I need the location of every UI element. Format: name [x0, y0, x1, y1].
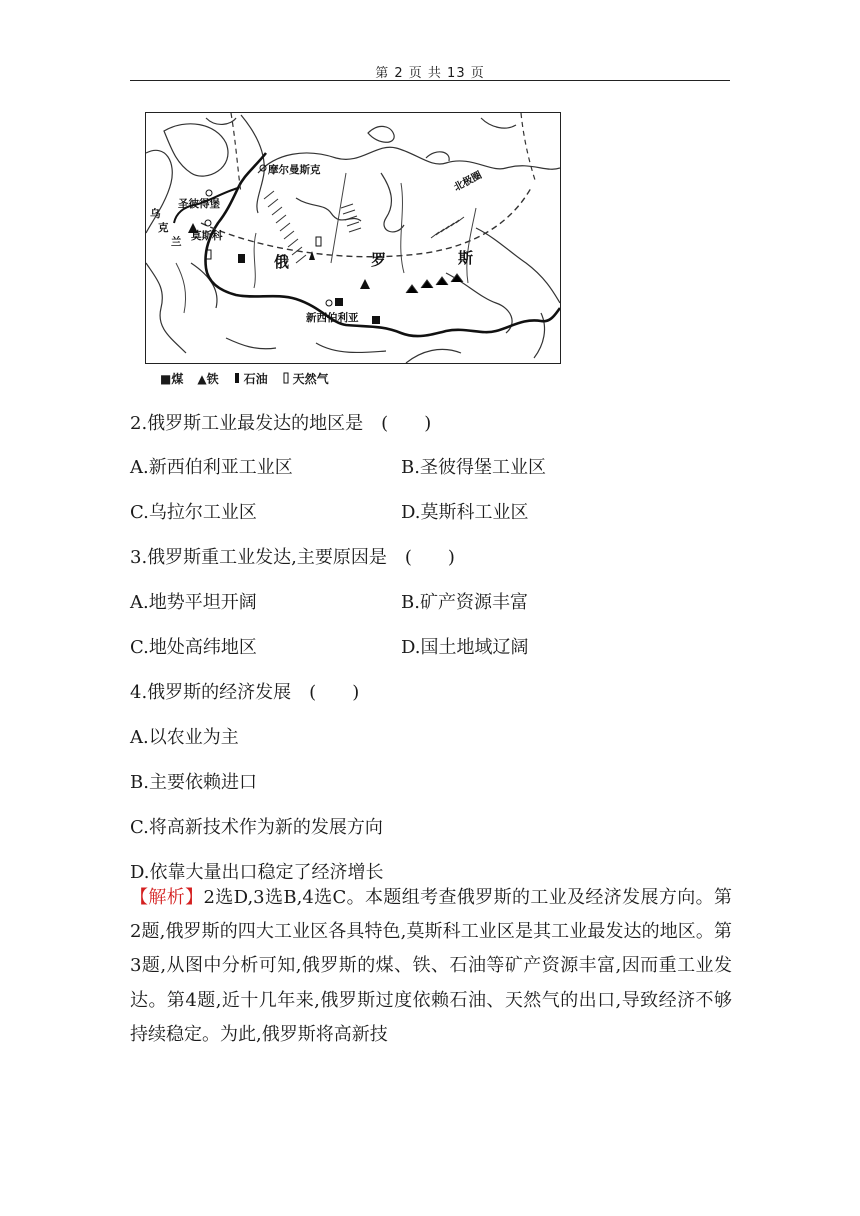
- label-ukraine-1: 乌: [150, 208, 161, 220]
- question-2-option-d: D.莫斯科工业区: [401, 502, 529, 523]
- label-ukraine-3: 兰: [171, 236, 182, 248]
- question-3-option-a: A.地势平坦开阔: [130, 592, 257, 613]
- gas-well-icon: [282, 372, 290, 384]
- question-2-option-b: B.圣彼得堡工业区: [401, 457, 546, 478]
- legend-oil: 石油: [233, 370, 268, 387]
- label-moscow: 莫斯科: [191, 230, 223, 242]
- oil-derrick-icon: [233, 372, 241, 384]
- question-3-option-b: B.矿产资源丰富: [401, 592, 528, 613]
- label-russia-3: 斯: [458, 249, 474, 267]
- label-murmansk: 摩尔曼斯克: [268, 164, 321, 176]
- label-novosibirsk: 新西伯利亚: [306, 312, 359, 324]
- question-4-option-b: B.主要依赖进口: [130, 772, 257, 793]
- header-divider: [130, 80, 730, 81]
- page-indicator: 第 2 页 共 13 页: [375, 66, 485, 81]
- label-russia-1: 俄: [274, 253, 290, 271]
- russia-resource-map: [145, 112, 561, 364]
- question-2-option-a: A.新西伯利亚工业区: [130, 457, 293, 478]
- label-russia-2: 罗: [371, 251, 387, 269]
- question-2-stem: 2.俄罗斯工业最发达的地区是 ( ): [130, 413, 432, 434]
- legend-iron: ▲铁: [197, 371, 219, 386]
- question-3-stem: 3.俄罗斯重工业发达,主要原因是 ( ): [130, 547, 455, 568]
- label-ukraine-2: 克: [158, 222, 169, 234]
- map-legend: [160, 368, 329, 388]
- legend-coal: ■煤: [160, 371, 184, 386]
- question-4-option-c: C.将高新技术作为新的发展方向: [130, 817, 383, 838]
- analysis-text: 2选D,3选B,4选C。本题组考查俄罗斯的工业及经济发展方向。第2题,俄罗斯的四大工业区各具特色,莫斯科工业区是其工业最发达的地区。第3题,从图中分析可知,俄罗斯的煤、铁、石油等矿产资源丰富,因而重工业发达。第4题,近十几年来,俄罗斯过度依赖石油、天然气的出口,导致经济不够持续稳定。为此,俄罗斯将高新技: [130, 887, 733, 1045]
- question-3-option-c: C.地处高纬地区: [130, 637, 257, 658]
- legend-gas: 天然气: [282, 370, 329, 387]
- question-4-stem: 4.俄罗斯的经济发展 ( ): [130, 682, 360, 703]
- question-4-option-a: A.以农业为主: [130, 727, 239, 748]
- label-arctic-circle: 北极圈: [452, 169, 484, 194]
- label-st-petersburg: 圣彼得堡: [178, 198, 220, 210]
- question-4-option-d: D.依靠大量出口稳定了经济增长: [130, 862, 384, 883]
- analysis-tag: 【解析】: [130, 887, 204, 908]
- analysis-paragraph: [130, 881, 732, 1052]
- question-2-option-c: C.乌拉尔工业区: [130, 502, 257, 523]
- question-3-option-d: D.国土地域辽阔: [401, 637, 529, 658]
